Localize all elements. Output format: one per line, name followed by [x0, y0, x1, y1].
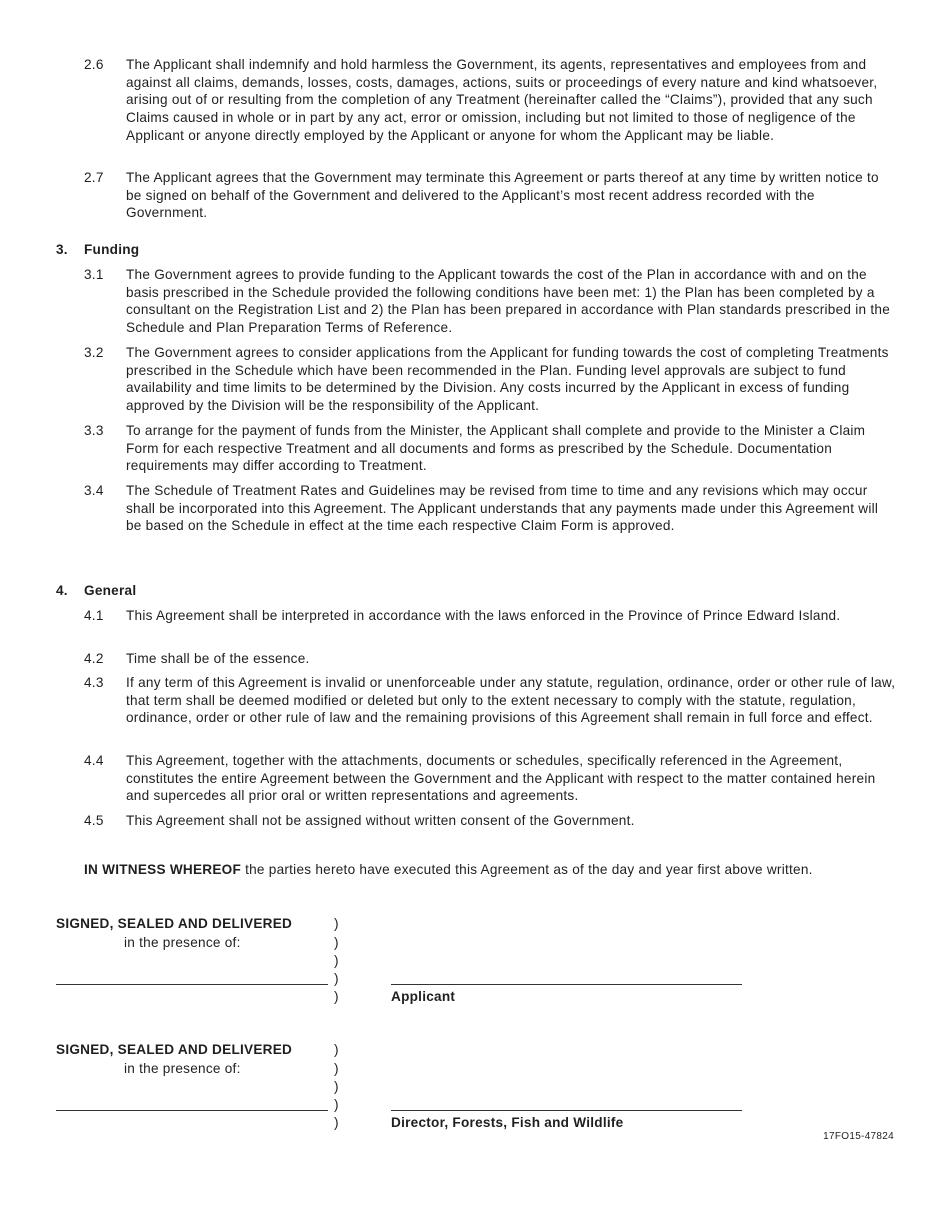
applicant-label: Applicant	[391, 989, 456, 1004]
section-heading-general	[56, 582, 136, 600]
section-number: 4.	[56, 583, 68, 598]
clause-4-3	[84, 674, 896, 727]
section-heading-funding	[56, 241, 139, 259]
clause-2-7	[84, 169, 896, 222]
clause-3-2	[84, 344, 896, 415]
bracket-mark: )	[334, 1097, 339, 1112]
clause-text: The Applicant shall indemnify and hold harmless the Government, its agents, representatives and employees from and against all claims, demands, losses, costs, damages, actions, suits or proceedings of every nature and kind whatsoever, arising out of or resulting from the completion of any Treatment (hereinafter called the “Claims”), provided that any such Claims caused in whole or in part by any act, error or omission, including but not limited to those of negligence of the Applicant or anyone directly employed by the Applicant or anyone for whom the Applicant may be liable.	[126, 57, 878, 143]
clause-text: The Applicant agrees that the Government may terminate this Agreement or parts thereof at any time by written notice to be signed on behalf of the Government and delivered to the Applicant’s most recent address recorded with the Government.	[126, 170, 879, 221]
bracket-mark: )	[334, 1042, 339, 1057]
clause-number: 4.1	[84, 608, 104, 623]
clause-4-4	[84, 752, 896, 805]
section-number: 3.	[56, 242, 68, 257]
bracket-mark: )	[334, 971, 339, 986]
clause-2-6	[84, 56, 896, 145]
witness-signature-line[interactable]	[56, 984, 328, 985]
section-title: General	[84, 583, 137, 598]
clause-text: To arrange for the payment of funds from the Minister, the Applicant shall complete and provide to the Minister a Claim Form for each respective Treatment and all documents and forms as prescribed by the Schedule. Documentation requirements may differ according to Treatment.	[126, 423, 866, 474]
clause-number: 2.7	[84, 170, 104, 185]
clause-number: 4.3	[84, 675, 104, 690]
clause-number: 3.4	[84, 483, 104, 498]
signed-sealed-label: SIGNED, SEALED AND DELIVERED	[56, 916, 293, 931]
bracket-mark: )	[334, 1061, 339, 1076]
applicant-signature-line[interactable]	[391, 984, 742, 985]
director-signature-line[interactable]	[391, 1110, 742, 1111]
presence-label: in the presence of:	[124, 935, 241, 950]
clause-number: 3.1	[84, 267, 104, 282]
bracket-mark: )	[334, 989, 339, 1004]
witness-text: the parties hereto have executed this Agreement as of the day and year first above written.	[241, 862, 813, 877]
clause-4-2	[84, 650, 896, 668]
witness-statement	[84, 861, 904, 879]
bracket-mark: )	[334, 935, 339, 950]
director-label: Director, Forests, Fish and Wildlife	[391, 1115, 624, 1130]
signed-sealed-label: SIGNED, SEALED AND DELIVERED	[56, 1042, 293, 1057]
clause-text: The Schedule of Treatment Rates and Guidelines may be revised from time to time and any revisions which may occur shall be incorporated into this Agreement. The Applicant understands that any payments made under this Agreement will be based on the Schedule in effect at the time each respective Claim Form is approved.	[126, 483, 879, 534]
clause-number: 4.5	[84, 813, 104, 828]
bracket-mark: )	[334, 1115, 339, 1130]
clause-number: 2.6	[84, 57, 104, 72]
clause-number: 3.3	[84, 423, 104, 438]
clause-text: This Agreement shall not be assigned without written consent of the Government.	[126, 813, 635, 828]
clause-3-4	[84, 482, 896, 535]
witness-lead: IN WITNESS WHEREOF	[84, 862, 242, 877]
clause-text: If any term of this Agreement is invalid or unenforceable under any statute, regulation, ordinance, order or other rule of law, that term shall be deemed modified or deleted but only to the extent necessary to comply with the statute, regulation, ordinance, order or other rule of law and the remaining provisions of this Agreement shall remain in full force and effect.	[126, 675, 896, 726]
clause-3-1	[84, 266, 896, 337]
clause-number: 3.2	[84, 345, 104, 360]
clause-text: This Agreement, together with the attachments, documents or schedules, specifically referenced in the Agreement, constitutes the entire Agreement between the Government and the Applicant with respect to the matter contained herein and supercedes all prior oral or written representations and agreements.	[126, 753, 876, 804]
clause-number: 4.4	[84, 753, 104, 768]
clause-number: 4.2	[84, 651, 104, 666]
clause-4-5	[84, 812, 896, 830]
bracket-mark: )	[334, 1079, 339, 1094]
clause-4-1	[84, 607, 896, 625]
presence-label: in the presence of:	[124, 1061, 241, 1076]
clause-text: This Agreement shall be interpreted in accordance with the laws enforced in the Province of Prince Edward Island.	[126, 608, 841, 623]
form-code: 17FO15-47824	[823, 1131, 894, 1142]
section-title: Funding	[84, 242, 140, 257]
clause-text: Time shall be of the essence.	[126, 651, 310, 666]
clause-text: The Government agrees to consider applications from the Applicant for funding towards the cost of completing Treatments prescribed in the Schedule which have been recommended in the Plan. Funding level approvals are subject to fund availability and time limits to be determined by the Division. Any costs incurred by the Applicant in excess of funding approved by the Division will be the responsibility of the Applicant.	[126, 345, 889, 414]
witness-signature-line[interactable]	[56, 1110, 328, 1111]
clause-3-3	[84, 422, 896, 475]
bracket-mark: )	[334, 953, 339, 968]
bracket-mark: )	[334, 916, 339, 931]
clause-text: The Government agrees to provide funding to the Applicant towards the cost of the Plan in accordance with and on the basis prescribed in the Schedule provided the following conditions have been met: 1) the Plan has been completed by a consultant on the Registration List and 2) the Plan has been prepared in accordance with Plan standards prescribed in the Schedule and Plan Preparation Terms of Reference.	[126, 267, 891, 336]
